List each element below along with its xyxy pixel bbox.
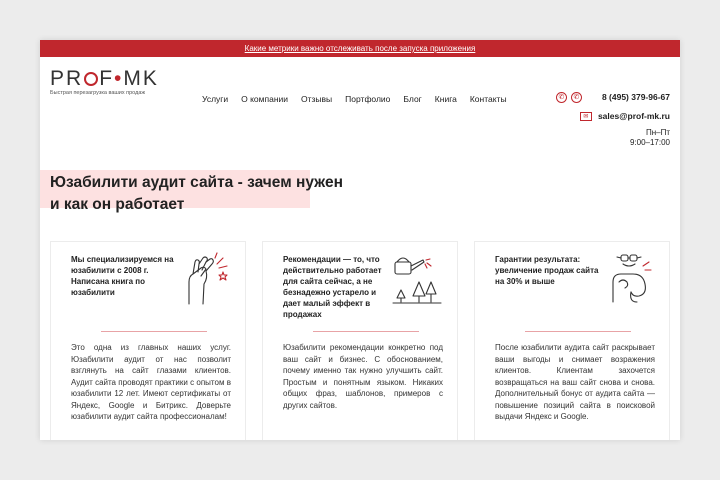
strong-arm-icon (603, 252, 655, 306)
feature-card-experience (50, 241, 246, 440)
nav-portfolio[interactable]: Портфолио (345, 94, 391, 104)
card-text: Юзабилити рекомендации конкретно под ваш сайт и бизнес. С обоснованием, почему именно так нужно улучшить сайт. Простым и понятным языком. Никаких общих фраз, шаблонов, примеров с других сайтов. (283, 343, 443, 410)
card-text: После юзабилити аудита сайт раскрывает ваши выгоды и снимает возражения клиентов. Клиентам захочется возвращаться на ваш сайт снова и снова. Дополнительный бонус от аудита сайта — повышение позиций сайта в поисковой выдачи Яндекс и Google. (495, 343, 655, 421)
card-title: Рекомендации — то, что действительно работает для сайта сейчас, а не безнадежно устарело и дает малый эффект в продажах (283, 255, 382, 319)
mail-icon: ✉ (580, 112, 592, 121)
card-title: Гарантии результата: увеличение продаж сайта на 30% и выше (495, 255, 599, 286)
card-divider (525, 331, 631, 332)
page-title (50, 172, 370, 216)
page-title-line2: и как он работает (50, 196, 185, 213)
feature-card-guarantee (474, 241, 670, 440)
nav-reviews[interactable]: Отзывы (301, 94, 333, 104)
page (40, 40, 680, 440)
logo-text-right: MK (123, 67, 159, 90)
nav-services[interactable]: Услуги (202, 94, 229, 104)
logo-dot: • (114, 67, 124, 90)
promo-link[interactable]: Какие метрики важно отслеживать после запуска приложения (244, 44, 476, 53)
card-divider (101, 331, 207, 332)
logo[interactable] (50, 68, 159, 96)
logo-tagline: Быстрая перезагрузка ваших продаж (50, 90, 146, 96)
hand-icon (179, 252, 231, 306)
main-nav (202, 94, 507, 104)
nav-blog[interactable]: Блог (403, 94, 422, 104)
work-hours: 9:00–17:00 (629, 138, 670, 147)
promo-bar (40, 40, 680, 57)
hero (50, 172, 370, 216)
logo-text-middle: F (99, 67, 115, 90)
logo-text-left: PR (50, 67, 84, 90)
nav-book[interactable]: Книга (434, 94, 457, 104)
nav-contacts[interactable]: Контакты (469, 94, 507, 104)
watering-can-icon (391, 252, 443, 306)
email-link[interactable]: sales@prof-mk.ru (597, 111, 670, 121)
card-divider (313, 331, 419, 332)
logo-ring-icon (84, 72, 98, 86)
work-days: Пн–Пт (645, 128, 670, 137)
card-text: Это одна из главных наших услуг. Юзабилити аудит от нас позволит взглянуть на сайт глазами клиентов. Аудит сайта проводят практики с опытом в юзабилити 12 лет. Имеют сертификаты от Яндекс, Google и Битрикс. Доверьте юзабилити аудит сайта профессионалам! (71, 343, 231, 421)
header (40, 57, 680, 152)
page-title-line1: Юзабилити аудит сайта - зачем нужен (50, 174, 343, 191)
logo-wordmark (50, 68, 159, 89)
feature-cards (50, 241, 670, 440)
card-title: Мы специализируемся на юзабилити с 2008 г. Написана книга по юзабилити (71, 255, 174, 297)
viber-icon[interactable]: ✆ (556, 92, 567, 103)
nav-about[interactable]: О компании (241, 94, 289, 104)
phone-link[interactable]: 8 (495) 379-96-67 (601, 92, 670, 102)
feature-card-recommendations (262, 241, 458, 440)
contacts-block (556, 90, 670, 148)
whatsapp-icon[interactable]: ✆ (571, 92, 582, 103)
